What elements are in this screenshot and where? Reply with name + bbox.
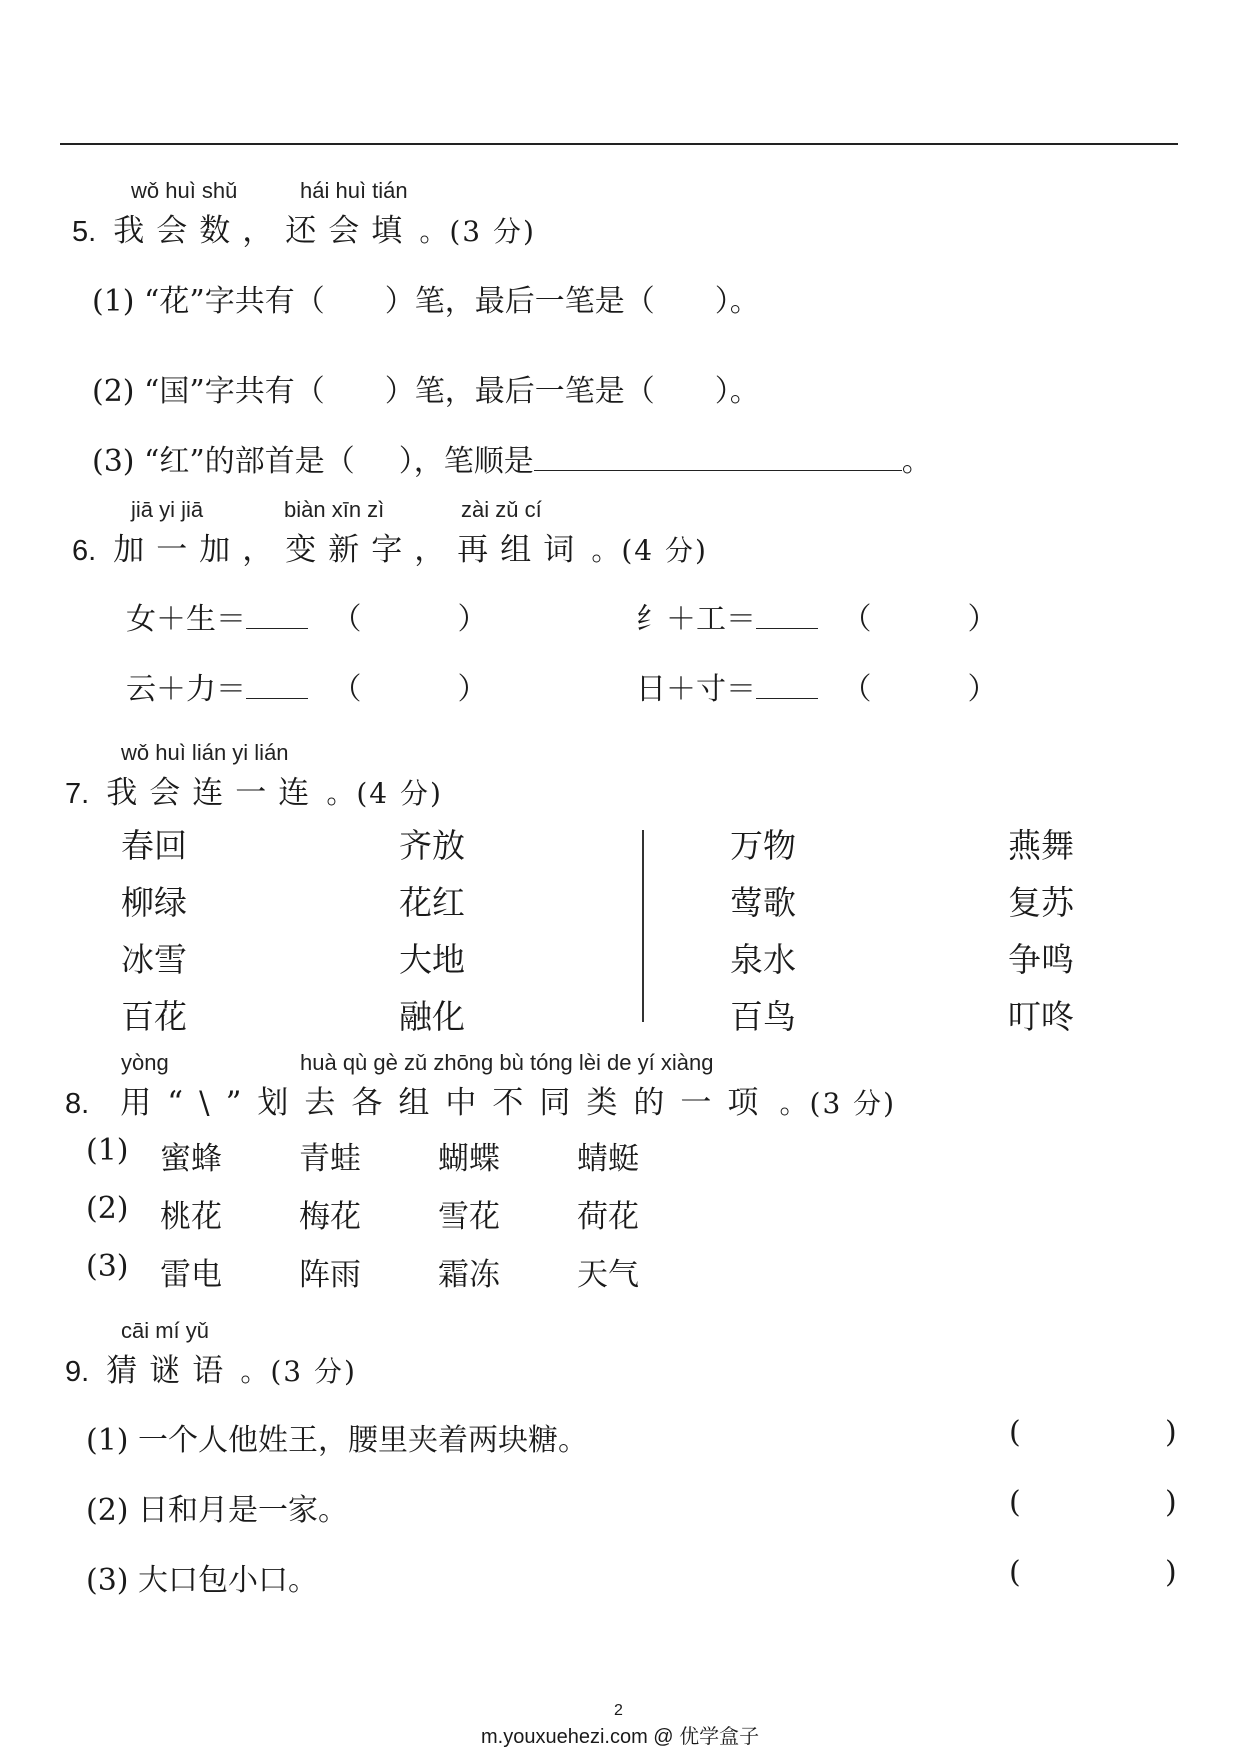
q6-pinyin-b: biàn xīn zì — [284, 497, 385, 522]
q8-pinyin-b: huà qù gè zǔ zhōng bù tóng lèi de yí xiàng — [300, 1050, 714, 1075]
q5-pinyin-a: wǒ huì shǔ — [131, 178, 238, 203]
q8-title: 用“\”划去各组中不同类的一项 — [120, 1085, 775, 1121]
q8-points: 。(3 分) — [779, 1087, 897, 1120]
q5-number: 5. — [72, 216, 97, 248]
q6-expr: 云＋力＝ — [126, 672, 246, 707]
q5-item-3 — [92, 436, 932, 480]
q9-pinyin: cāi mí yǔ — [121, 1318, 210, 1343]
q5-item-text: ），笔顺是 — [398, 444, 534, 479]
q8-word[interactable]: 蜻蜓 — [577, 1141, 639, 1177]
q9-answer-close-paren: ) — [1165, 1485, 1177, 1520]
q8-word[interactable]: 青蛙 — [299, 1141, 361, 1177]
stroke-order-blank[interactable] — [534, 470, 902, 471]
q7-right-word[interactable]: 争鸣 — [1008, 940, 1074, 979]
q6-item-3 — [126, 664, 488, 708]
q6-paren: ） — [967, 602, 998, 637]
q5-item-text: “红”的部首是（ — [144, 444, 355, 479]
q6-paren: ） — [457, 672, 488, 707]
q5-item-1 — [92, 276, 760, 320]
q6-answer-blank[interactable] — [246, 698, 308, 699]
q5-item-text: “花”字共有（ — [144, 284, 325, 319]
q5-heading — [72, 205, 536, 250]
q9-item-2 — [86, 1485, 348, 1529]
q7-right-word[interactable]: 融化 — [399, 997, 465, 1036]
q9-number: 9. — [65, 1356, 90, 1388]
q7-right-word[interactable]: 复苏 — [1008, 883, 1074, 922]
q7-right-word[interactable]: 花红 — [399, 883, 465, 922]
q6-answer-blank[interactable] — [246, 628, 308, 629]
q6-points: 。(4 分) — [591, 534, 708, 567]
q5-item-label: (1) — [92, 284, 135, 319]
q7-left-word[interactable]: 泉水 — [730, 940, 796, 979]
q8-word[interactable]: 雷电 — [160, 1257, 222, 1293]
page-number: 2 — [614, 1702, 623, 1719]
q5-points: 。(3 分) — [419, 215, 536, 248]
q6-paren: （ — [331, 672, 362, 707]
q7-points: 。(4 分) — [326, 777, 443, 810]
q8-word[interactable]: 雪花 — [438, 1199, 500, 1235]
q9-item-label: (2) — [86, 1493, 129, 1528]
q8-row-3 — [86, 1249, 129, 1284]
q7-left-word[interactable]: 春回 — [121, 826, 187, 865]
q6-paren: （ — [841, 672, 872, 707]
q7-right-word[interactable]: 叮咚 — [1008, 997, 1074, 1036]
footer-url[interactable]: m.youxuehezi.com @ 优学盒子 — [481, 1726, 760, 1748]
q6-pinyin-c: zài zǔ cí — [461, 497, 542, 522]
q7-left-word[interactable]: 百花 — [121, 997, 187, 1036]
q8-word[interactable]: 桃花 — [160, 1199, 222, 1235]
q7-right-word[interactable]: 燕舞 — [1008, 826, 1074, 865]
q6-item-4 — [636, 664, 998, 708]
q5-pinyin-b: hái huì tián — [300, 178, 408, 203]
q7-divider — [642, 830, 644, 1022]
q6-paren: （ — [331, 602, 362, 637]
q5-item-text: ）。 — [714, 284, 760, 319]
q9-item-label: (3) — [86, 1563, 129, 1598]
q6-answer-blank[interactable] — [756, 698, 818, 699]
q6-answer-blank[interactable] — [756, 628, 818, 629]
q7-pinyin: wǒ huì lián yi lián — [121, 740, 289, 765]
q8-heading — [65, 1077, 896, 1122]
q9-answer-close-paren: ) — [1165, 1555, 1177, 1590]
q8-word[interactable]: 阵雨 — [299, 1257, 361, 1293]
q6-number: 6. — [72, 535, 97, 567]
q7-left-word[interactable]: 莺歌 — [730, 883, 796, 922]
q9-item-label: (1) — [86, 1423, 129, 1458]
q5-item-text: “国”字共有（ — [144, 374, 325, 409]
q8-row-label: (1) — [86, 1133, 129, 1168]
q9-answer-open-paren[interactable]: ( — [1009, 1415, 1021, 1450]
q6-paren: ） — [457, 602, 488, 637]
q7-title: 我会连一连 — [106, 775, 322, 811]
q5-title: 我会数，还会填 — [113, 213, 415, 249]
q9-riddle-text: 一个人他姓王，腰里夹着两块糖。 — [138, 1423, 589, 1458]
q7-number: 7. — [65, 778, 90, 810]
q9-riddle-text: 大口包小口。 — [138, 1563, 319, 1598]
q9-title: 猜谜语 — [106, 1353, 236, 1389]
q7-left-word[interactable]: 冰雪 — [121, 940, 187, 979]
q9-heading — [65, 1345, 357, 1390]
q8-word[interactable]: 霜冻 — [438, 1257, 500, 1293]
q7-right-word[interactable]: 大地 — [399, 940, 465, 979]
q8-word[interactable]: 荷花 — [577, 1199, 639, 1235]
q8-row-1 — [86, 1133, 129, 1168]
header-rule — [60, 143, 1178, 145]
q9-item-3 — [86, 1555, 318, 1599]
q6-expr: 日＋寸＝ — [636, 672, 756, 707]
q7-right-word[interactable]: 齐放 — [399, 826, 465, 865]
q6-pinyin-a: jiā yi jiā — [131, 497, 204, 522]
q6-expr: 女＋生＝ — [126, 602, 246, 637]
q5-item-label: (2) — [92, 374, 135, 409]
q7-heading — [65, 767, 443, 812]
q9-item-1 — [86, 1415, 588, 1459]
q9-answer-open-paren[interactable]: ( — [1009, 1485, 1021, 1520]
q8-word[interactable]: 梅花 — [299, 1199, 361, 1235]
q6-paren: （ — [841, 602, 872, 637]
q8-row-label: (3) — [86, 1249, 129, 1284]
q8-word[interactable]: 天气 — [577, 1257, 639, 1293]
q5-item-text: 。 — [901, 444, 932, 479]
q9-answer-close-paren: ) — [1165, 1415, 1177, 1450]
q8-number: 8. — [65, 1088, 90, 1120]
q6-title: 加一加，变新字，再组词 — [113, 532, 587, 568]
q9-points: 。(3 分) — [240, 1355, 357, 1388]
q6-paren: ） — [967, 672, 998, 707]
q5-item-label: (3) — [92, 444, 135, 479]
q8-word[interactable]: 蝴蝶 — [438, 1141, 500, 1177]
q8-pinyin-a: yòng — [121, 1050, 169, 1075]
q9-answer-open-paren[interactable]: ( — [1009, 1555, 1021, 1590]
q6-heading — [72, 524, 708, 569]
q6-expr: 纟＋工＝ — [636, 602, 756, 637]
q7-left-word[interactable]: 柳绿 — [121, 883, 187, 922]
q6-item-1 — [126, 594, 488, 638]
q6-item-2 — [636, 594, 998, 638]
q5-item-2 — [92, 366, 760, 410]
q7-left-word[interactable]: 百鸟 — [730, 997, 796, 1036]
q9-riddle-text: 日和月是一家。 — [138, 1493, 349, 1528]
q5-item-text: ）笔，最后一笔是（ — [384, 374, 655, 409]
q5-item-text: ）。 — [714, 374, 760, 409]
q8-word[interactable]: 蜜蜂 — [160, 1141, 222, 1177]
q7-left-word[interactable]: 万物 — [730, 826, 796, 865]
q8-row-2 — [86, 1191, 129, 1226]
q8-row-label: (2) — [86, 1191, 129, 1226]
q5-item-text: ）笔，最后一笔是（ — [384, 284, 655, 319]
